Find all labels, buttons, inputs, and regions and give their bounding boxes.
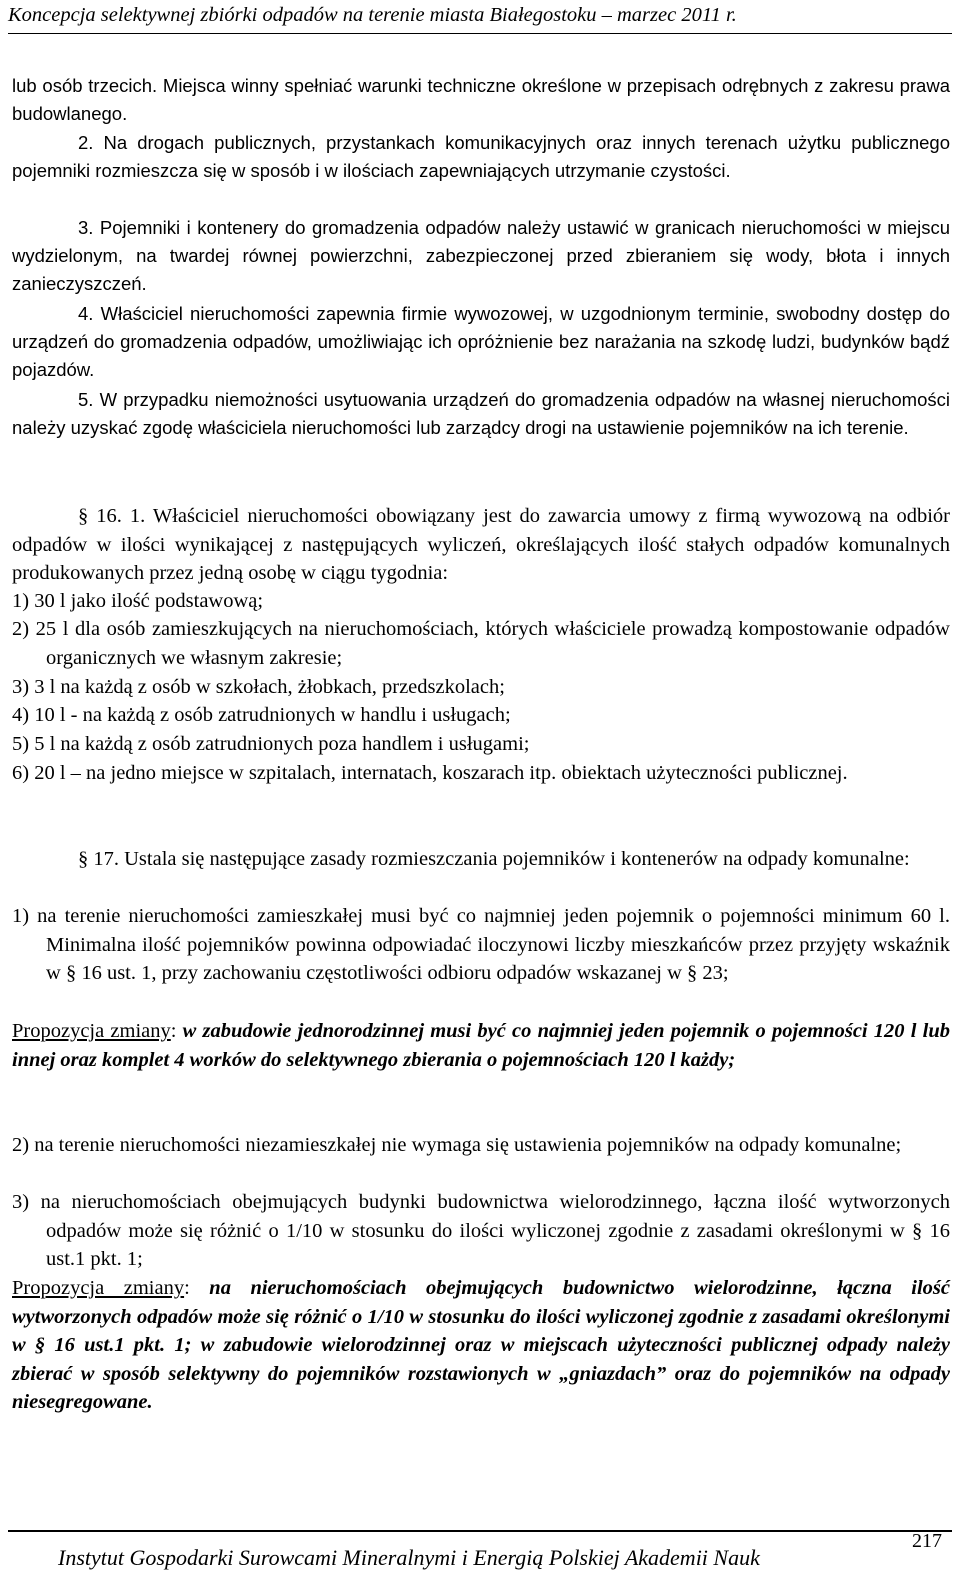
section-17-intro: § 17. Ustala się następujące zasady rozmieszczania pojemników i kontenerów na odpady komunalne:	[78, 848, 910, 870]
paragraph-2: 2. Na drogach publicznych, przystankach komunikacyjnych oraz innych terenach użytku publicznego pojemniki rozmieszcza się w sposób i w ilościach zapewniających utrzymanie czystości.	[12, 132, 950, 181]
paragraph-3: 3. Pojemniki i kontenery do gromadzenia odpadów należy ustawić w granicach nieruchomości w miejscu wydzielonym, na twardej równej powierzchni, zabezpieczonej przed zbieraniem się wody, błota i innych zanieczyszczeń.	[12, 217, 950, 294]
section-16-item-3: 3) 3 l na każdą z osób w szkołach, żłobkach, przedszkolach;	[12, 676, 505, 698]
page-number: 217	[912, 1530, 942, 1552]
running-header: Koncepcja selektywnej zbiórki odpadów na terenie miasta Białegostoku – marzec 2011 r.	[8, 2, 952, 34]
section-sign: §	[34, 1334, 46, 1357]
proposal-1: Propozycja zmiany: w zabudowie jednorodzinnej musi być co najmniej jeden pojemnik o pojemności 120 l lub innej oraz komplet 4 worków do selektywnego zbierania o pojemnościach 120 l każdy;	[12, 1020, 950, 1071]
section-16-intro: § 16. 1. Właściciel nieruchomości obowiązany jest do zawarcia umowy z firmą wywozową na odbiór odpadów w ilości wynikającej z następujących wyliczeń, określających ilość stałych odpadów komunalnych produkowanych przez jedną osobę w ciągu tygodnia:	[12, 505, 951, 585]
section-16-item-5: 5) 5 l na każdą z osób zatrudnionych poza handlem i usługami;	[12, 733, 530, 755]
paragraph-5: 5. W przypadku niemożności usytuowania urządzeń do gromadzenia odpadów na własnej nieruchomości należy uzyskać zgodę właściciela nieruchomości lub zarządcy drogi na ustawienie pojemników na ich terenie.	[12, 389, 950, 438]
section-16-item-2: 2) 25 l dla osób zamieszkujących na nieruchomościach, których właściciele prowadzą kompostowanie odpadów organicznych we własnym zakresie;	[12, 618, 950, 669]
section-sign: §	[78, 848, 89, 870]
footer-divider	[8, 1530, 952, 1532]
proposal-label: Propozycja zmiany	[12, 1020, 171, 1042]
section-16-item-4: 4) 10 l - na każdą z osób zatrudnionych w handlu i usługach;	[12, 704, 511, 726]
paragraph-4: 4. Właściciel nieruchomości zapewnia firmie wywozowej, w uzgodnionym terminie, swobodny dostęp do urządzeń do gromadzenia odpadów, umożliwiając ich opróżnienie bez narażania na szkodę ludzi, budynków bądź pojazdów.	[12, 303, 950, 380]
proposal-2: Propozycja zmiany: na nieruchomościach obejmujących budownictwo wielorodzinne, łączna ilość wytworzonych odpadów może się różnić o 1/10 w stosunku do ilości wyliczonej zgodnie z zasadami określonymi w § 16 ust.1 pkt. 1; w zabudowie wielorodzinnej oraz w miejscach użyteczności publicznej odpady należy zbierać w sposób selektywny do pojemników rozstawionych w „gniazdach” oraz do pojemników na odpady niesegregowane.	[12, 1277, 950, 1414]
section-sign: §	[65, 962, 77, 985]
section-16-item-6: 6) 20 l – na jedno miejsce w szpitalach, internatach, koszarach itp. obiektach użyteczności publicznej.	[12, 762, 848, 784]
section-17-item-2: 2) na terenie nieruchomości niezamieszkałej nie wymaga się ustawienia pojemników na odpady komunalne;	[12, 1134, 902, 1156]
section-sign: §	[687, 962, 698, 985]
section-17-item-3: 3) na nieruchomościach obejmujących budynki budownictwa wielorodzinnego, łączna ilość wytworzonych odpadów może się różnić o 1/10 w stosunku do ilości wyliczonej zgodnie z zasadami określonymi w § 16 ust.1 pkt. 1;	[12, 1191, 951, 1271]
proposal-label: Propozycja zmiany	[12, 1277, 185, 1299]
section-sign: §	[78, 505, 89, 527]
section-17-item-1: 1) na terenie nieruchomości zamieszkałej musi być co najmniej jeden pojemnik o pojemności minimum 60 l. Minimalna ilość pojemników powinna odpowiadać iloczynowi liczby mieszkańców przez przyjęty wskaźnik w § 16 ust. 1, przy zachowaniu częstotliwości odbioru odpadów wskazanej w § 23;	[12, 905, 950, 985]
paragraph-continuation: lub osób trzecich. Miejsca winny spełniać warunki techniczne określone w przepisach odrębnych z zakresu prawa budowlanego.	[12, 75, 950, 124]
section-sign: §	[912, 1219, 923, 1242]
section-16-item-1: 1) 30 l jako ilość podstawową;	[12, 590, 264, 612]
footer-institute: Instytut Gospodarki Surowcami Mineralnymi i Energią Polskiej Akademii Nauk	[58, 1545, 760, 1570]
